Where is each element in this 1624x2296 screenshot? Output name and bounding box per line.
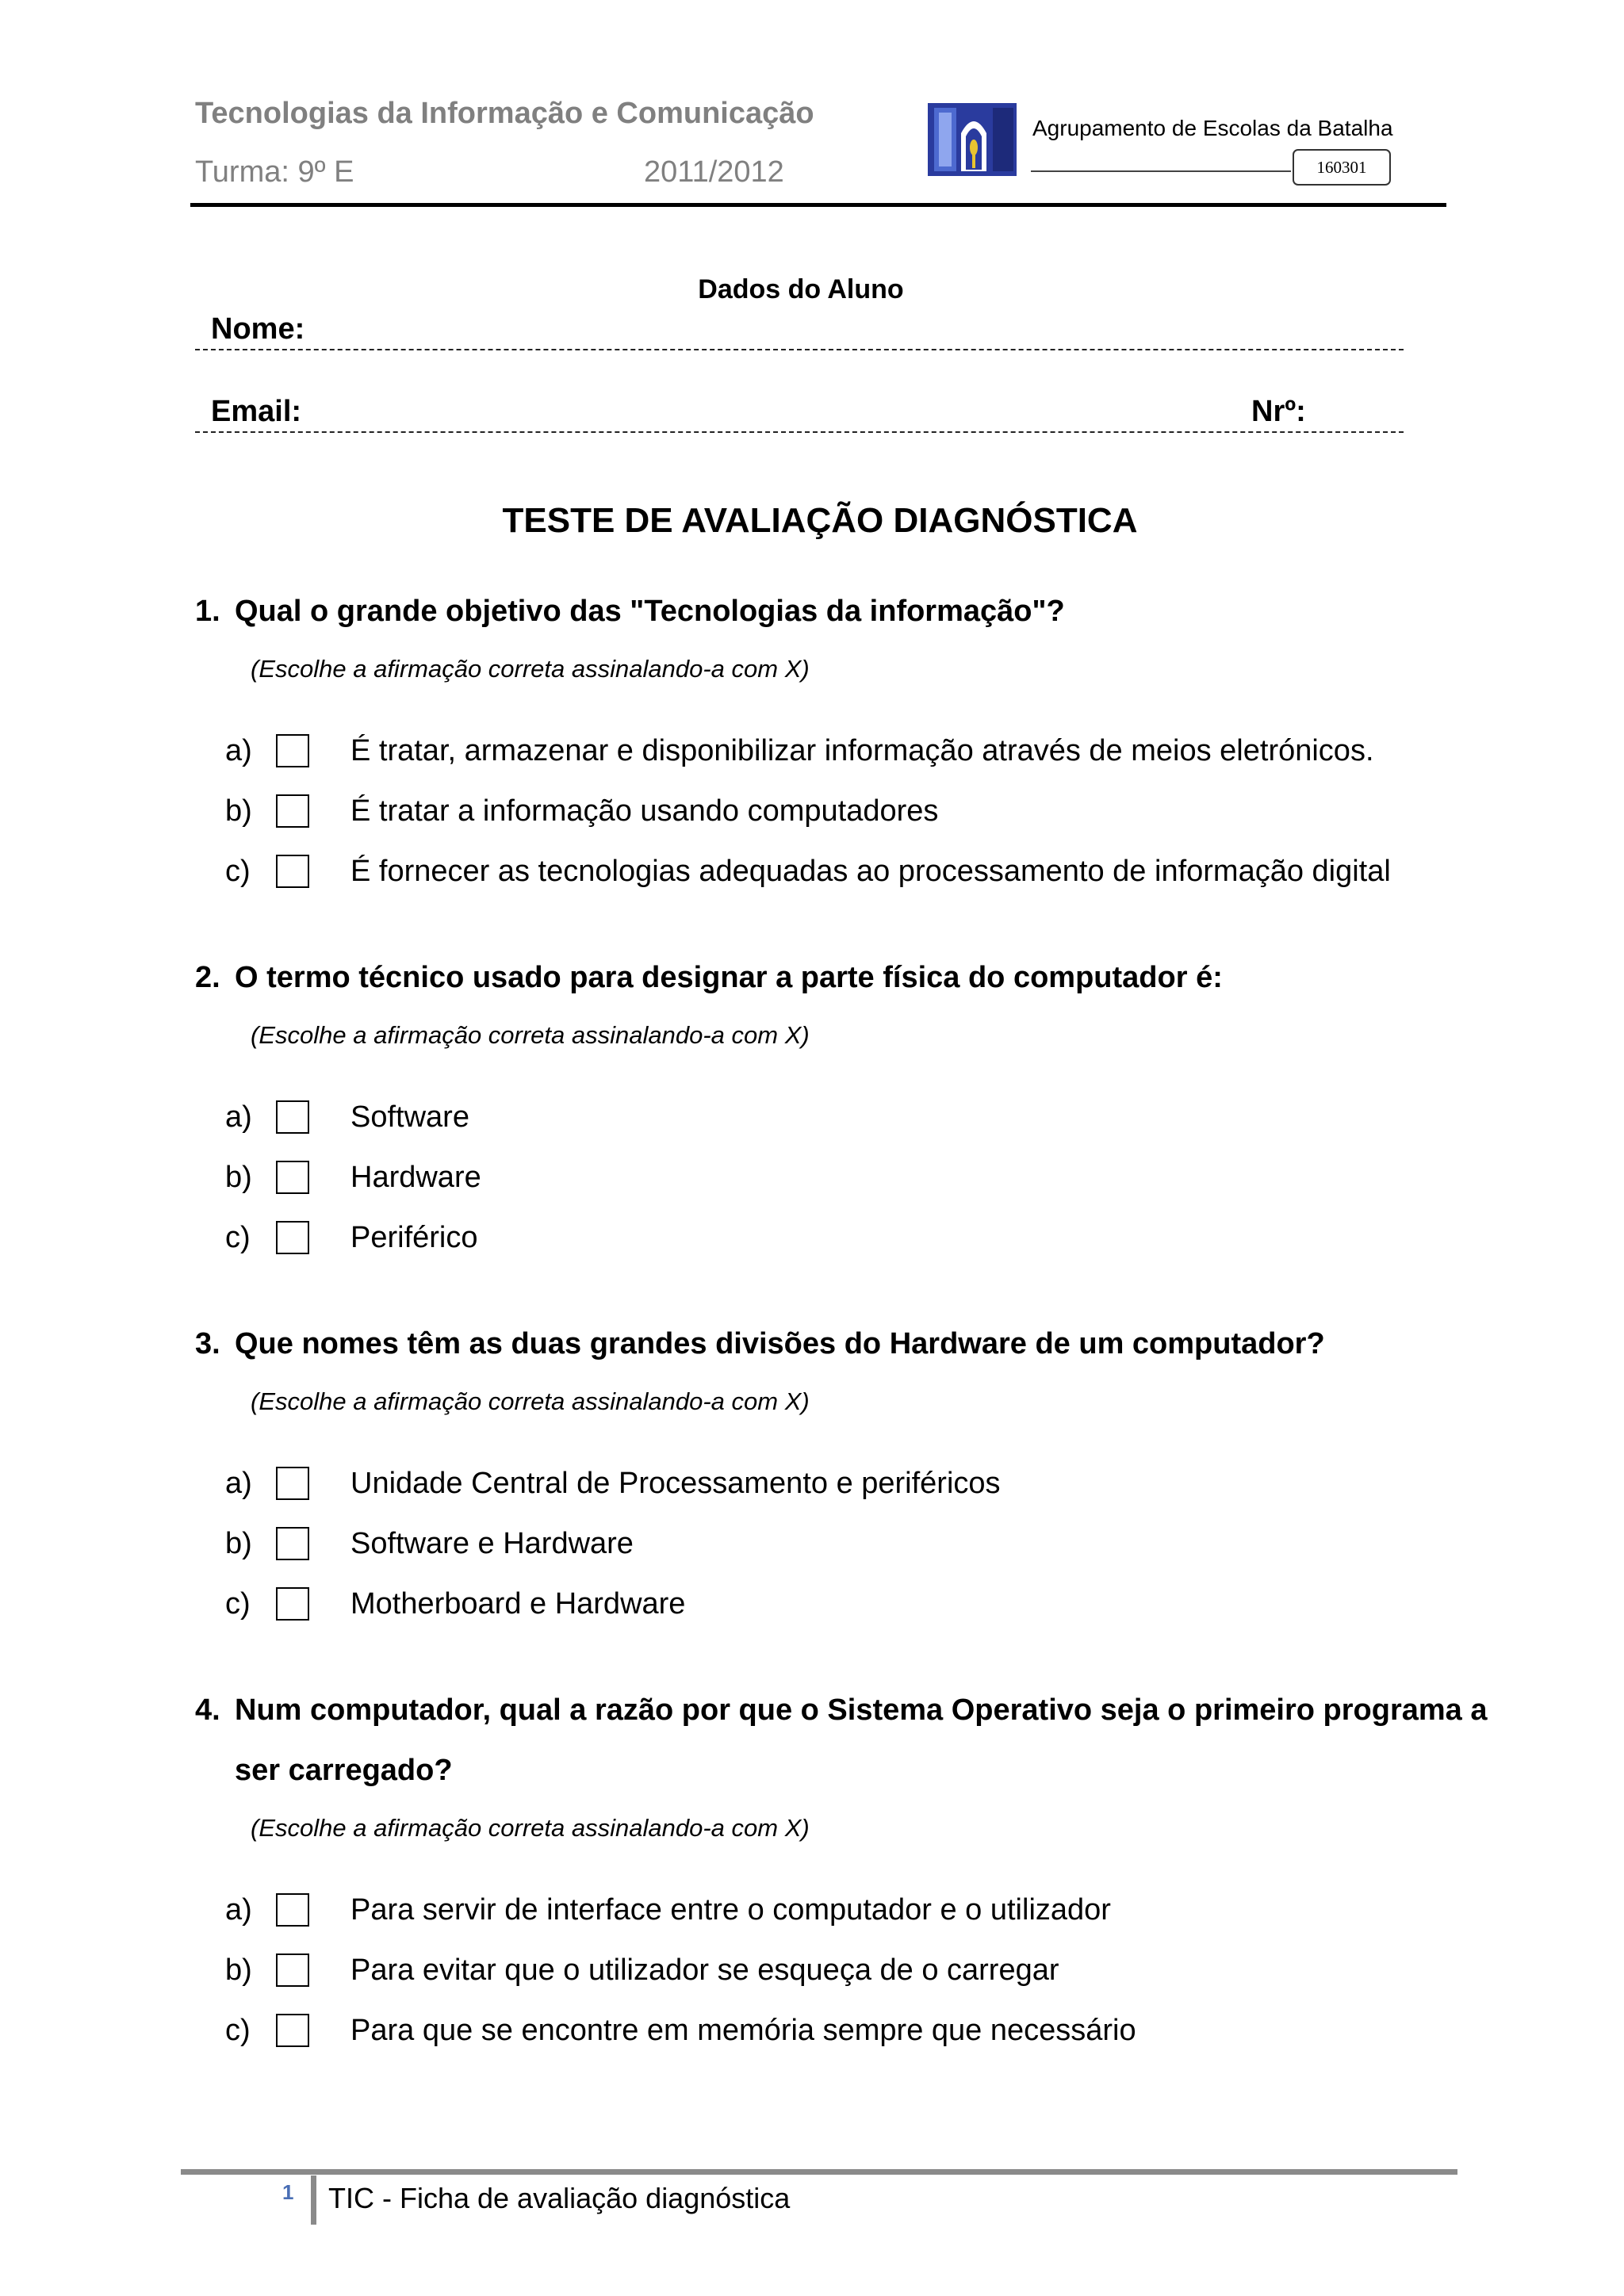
question-3-number: 3. bbox=[195, 1327, 220, 1360]
q4-option-c-checkbox[interactable] bbox=[276, 2014, 309, 2047]
q4-option-a-letter: a) bbox=[225, 1893, 252, 1927]
q3-option-c-letter: c) bbox=[225, 1587, 251, 1621]
q2-option-a-checkbox[interactable] bbox=[276, 1100, 309, 1134]
q3-option-b-checkbox[interactable] bbox=[276, 1527, 309, 1560]
q3-option-a-checkbox[interactable] bbox=[276, 1467, 309, 1500]
q2-option-c-text: Periférico bbox=[350, 1221, 478, 1254]
school-year: 2011/2012 bbox=[644, 155, 784, 189]
question-2-number: 2. bbox=[195, 961, 220, 994]
page-number: 1 bbox=[282, 2180, 294, 2204]
question-4-hint: (Escolhe a afirmação correta assinalando-a com X) bbox=[251, 1814, 810, 1842]
q2-option-c-checkbox[interactable] bbox=[276, 1221, 309, 1254]
q4-option-b-checkbox[interactable] bbox=[276, 1954, 309, 1987]
q2-option-b-text: Hardware bbox=[350, 1161, 481, 1194]
school-code-badge: 160301 bbox=[1293, 149, 1391, 186]
class-label: Turma: 9º E bbox=[195, 155, 354, 189]
email-number-field[interactable] bbox=[195, 431, 1404, 433]
question-1-number: 1. bbox=[195, 595, 220, 628]
q3-option-b-letter: b) bbox=[225, 1527, 252, 1560]
question-2-hint: (Escolhe a afirmação correta assinalando-a com X) bbox=[251, 1021, 810, 1049]
q4-option-a-checkbox[interactable] bbox=[276, 1893, 309, 1927]
q3-option-c-text: Motherboard e Hardware bbox=[350, 1587, 686, 1621]
number-label: Nrº: bbox=[1251, 395, 1306, 428]
footer-divider bbox=[181, 2169, 1457, 2175]
question-2-text: O termo técnico usado para designar a parte física do computador é: bbox=[235, 961, 1223, 994]
school-name: Agrupamento de Escolas da Batalha bbox=[1032, 116, 1393, 140]
question-4-number: 4. bbox=[195, 1693, 220, 1727]
q4-option-c-letter: c) bbox=[225, 2014, 251, 2047]
q1-option-c-checkbox[interactable] bbox=[276, 855, 309, 888]
q3-option-a-text: Unidade Central de Processamento e periféricos bbox=[350, 1467, 1001, 1500]
q1-option-a-letter: a) bbox=[225, 734, 252, 767]
footer-separator bbox=[311, 2175, 316, 2225]
q3-option-c-checkbox[interactable] bbox=[276, 1587, 309, 1621]
header-divider bbox=[190, 203, 1446, 207]
q1-option-b-text: É tratar a informação usando computadores bbox=[350, 794, 939, 828]
q1-option-a-text: É tratar, armazenar e disponibilizar informação através de meios eletrónicos. bbox=[350, 734, 1374, 767]
question-3-text: Que nomes têm as duas grandes divisões do Hardware de um computador? bbox=[235, 1327, 1325, 1360]
name-field[interactable] bbox=[195, 349, 1404, 350]
q2-option-b-checkbox[interactable] bbox=[276, 1161, 309, 1194]
q2-option-a-text: Software bbox=[350, 1100, 469, 1134]
question-1-text: Qual o grande objetivo das "Tecnologias da informação"? bbox=[235, 595, 1065, 628]
q1-option-c-letter: c) bbox=[225, 855, 251, 888]
test-title: TESTE DE AVALIAÇÃO DIAGNÓSTICA bbox=[502, 501, 1138, 540]
q4-option-c-text: Para que se encontre em memória sempre que necessário bbox=[350, 2014, 1136, 2047]
q1-option-b-checkbox[interactable] bbox=[276, 794, 309, 828]
q1-option-a-checkbox[interactable] bbox=[276, 734, 309, 767]
footer-text: TIC - Ficha de avaliação diagnóstica bbox=[328, 2182, 791, 2214]
q2-option-a-letter: a) bbox=[225, 1100, 252, 1134]
question-4-text-line-1: Num computador, qual a razão por que o Sistema Operativo seja o primeiro programa a bbox=[235, 1693, 1488, 1727]
email-label: Email: bbox=[211, 395, 302, 428]
school-underline bbox=[1031, 170, 1291, 172]
school-logo-icon bbox=[926, 101, 1018, 178]
q4-option-b-letter: b) bbox=[225, 1954, 252, 1987]
q4-option-b-text: Para evitar que o utilizador se esqueça de o carregar bbox=[350, 1954, 1059, 1987]
q2-option-c-letter: c) bbox=[225, 1221, 251, 1254]
q4-option-a-text: Para servir de interface entre o computador e o utilizador bbox=[350, 1893, 1111, 1927]
name-label: Nome: bbox=[211, 312, 305, 346]
question-4-text-line-2: ser carregado? bbox=[235, 1754, 453, 1787]
q1-option-c-text: É fornecer as tecnologias adequadas ao processamento de informação digital bbox=[350, 855, 1391, 888]
q3-option-a-letter: a) bbox=[225, 1467, 252, 1500]
question-1-hint: (Escolhe a afirmação correta assinalando-a com X) bbox=[251, 655, 810, 683]
q2-option-b-letter: b) bbox=[225, 1161, 252, 1194]
q3-option-b-text: Software e Hardware bbox=[350, 1527, 634, 1560]
student-data-heading: Dados do Aluno bbox=[698, 274, 904, 304]
q1-option-b-letter: b) bbox=[225, 794, 252, 828]
question-3-hint: (Escolhe a afirmação correta assinalando-a com X) bbox=[251, 1387, 810, 1415]
subject-title: Tecnologias da Informação e Comunicação bbox=[195, 97, 814, 130]
